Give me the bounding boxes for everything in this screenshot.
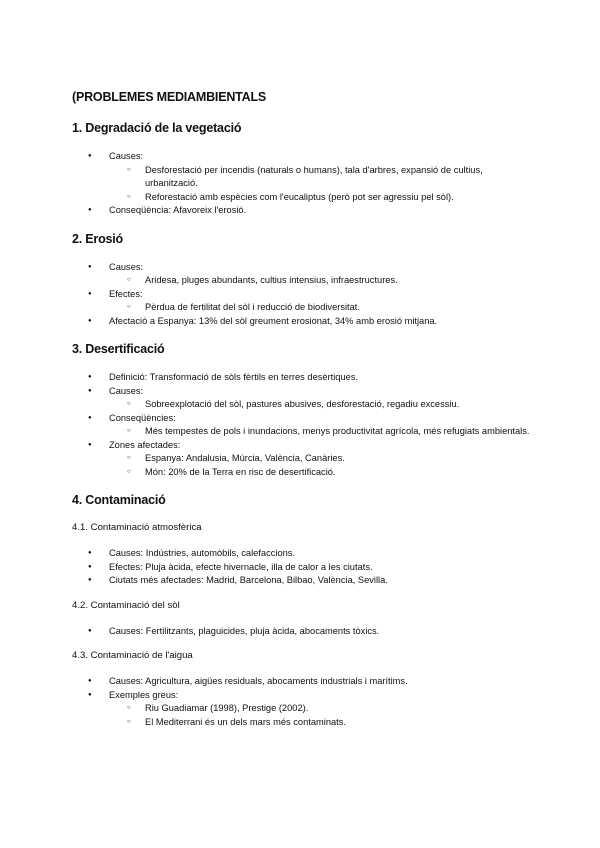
sub-list-item: ○ Desforestació per incendis (naturals o humans), tala d'arbres, expansió de cultius, urbanització. [109,164,532,191]
sub-list-item: ○ Sobreexplotació del sòl, pastures abusives, desforestació, regadiu excessiu. [109,398,532,412]
sub-list [109,398,532,412]
section-erosion [72,232,532,329]
list-item: ● Efectes: Pluja àcida, efecte hivernacle, illa de calor a les ciutats. [72,561,532,575]
list-item [72,689,532,730]
list-item-text: Zones afectades: [109,439,181,450]
sub-list [109,425,532,439]
list-item-text: Causes: [109,261,144,272]
sub-list-item: ○ Pèrdua de fertilitat del sòl i reducció de biodiversitat. [109,301,532,315]
sub-list [109,274,532,288]
sub-list [109,702,532,729]
subsection-water [72,650,532,729]
list-item-text: Afectació a Espanya: 13% del sòl greument erosionat, 34% amb erosió mitjana. [109,315,438,326]
list-item [72,315,532,329]
document-title: (PROBLEMES MEDIAMBIENTALS [72,90,267,104]
list-item-text: Conseqüències: [109,412,176,423]
sub-list [109,164,532,205]
list-item: ● Causes: Agricultura, aigües residuals, abocaments industrials i marítims. [72,675,532,689]
subsection-heading: 4.2. Contaminació del sòl [72,599,180,611]
list-item-text: Exemples greus: [109,689,179,700]
sub-list-item: ○ Aridesa, pluges abundants, cultius intensius, infraestructures. [109,274,532,288]
sub-list-item: ○ Món: 20% de la Terra en risc de desertificació. [109,466,532,480]
section-heading: 2. Erosió [72,231,123,246]
bullet-list [72,371,532,479]
list-item [72,371,532,385]
list-item [72,261,532,288]
sub-list-item: ○ El Mediterrani és un dels mars més contaminats. [109,716,532,730]
sub-list [109,452,532,479]
subsection-atmospheric [72,522,532,588]
subsection-soil [72,600,532,639]
list-item [72,288,532,315]
bullet-list [72,625,532,639]
bullet-list [72,261,532,329]
sub-list-item: ○ Riu Guadiamar (1998), Prestige (2002). [109,702,532,716]
section-desertification [72,342,532,479]
bullet-list [72,150,532,218]
list-item [72,150,532,204]
section-heading: 1. Degradació de la vegetació [72,121,242,135]
list-item-text: Efectes: [109,288,143,299]
list-item [72,412,532,439]
bullet-list [72,675,532,729]
list-item-text: Causes: [109,385,144,396]
sub-list-item: ○ Més tempestes de pols i inundacions, menys productivitat agrícola, més refugiats ambientals. [109,425,532,439]
list-item [72,204,532,218]
list-item: ● Ciutats més afectades: Madrid, Barcelona, Bilbao, València, Sevilla. [72,574,532,588]
subsection-heading: 4.1. Contaminació atmosfèrica [72,522,202,533]
subsection-heading: 4.3. Contaminació de l'aigua [72,650,193,661]
sub-list-item: ○ Espanya: Andalusia, Múrcia, València, Canàries. [109,452,532,466]
document-page [72,90,532,743]
section-heading: 3. Desertificació [72,342,165,356]
list-item-text: Causes: [109,151,144,161]
list-item [72,439,532,480]
list-item: ● Causes: Fertilitzants, plaguicides, pluja àcida, abocaments tòxics. [72,625,532,639]
section-contamination [72,493,532,729]
sub-list [109,301,532,315]
bullet-list [72,547,532,588]
section-vegetation [72,121,532,218]
list-item: ● Causes: Indústries, automòbils, calefaccions. [72,547,532,561]
sub-list-item: ○ Reforestació amb espècies com l'eucaliptus (però pot ser agressiu pel sòl). [109,191,532,205]
list-item-text: Definició: Transformació de sòls fèrtils en terres desèrtiques. [109,372,359,382]
list-item-text: Conseqüència: Afavoreix l'erosió. [109,205,247,215]
list-item [72,385,532,412]
section-heading: 4. Contaminació [72,493,166,507]
